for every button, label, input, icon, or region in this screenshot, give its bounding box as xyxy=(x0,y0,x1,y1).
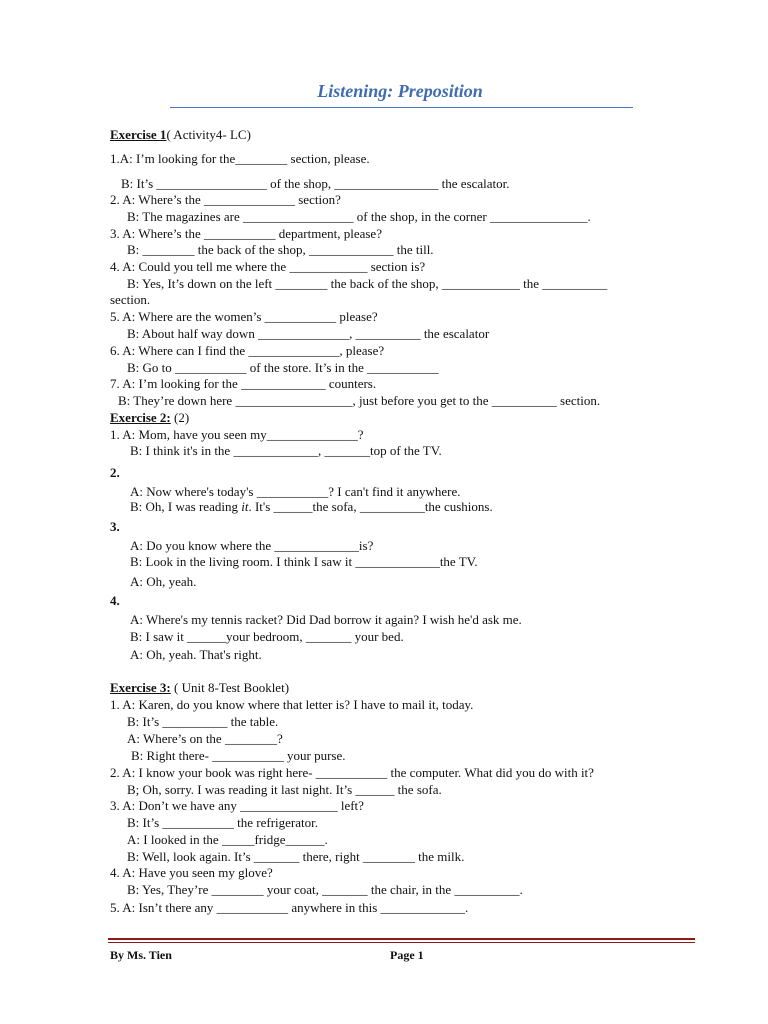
ex2-line: A: Do you know where the _____________is? xyxy=(130,538,374,553)
ex1-line: 3. A: Where’s the ___________ department, please? xyxy=(110,226,382,241)
ex2-number: 4. xyxy=(110,593,120,608)
ex3-line: B; Oh, sorry. I was reading it last night. It’s ______ the sofa. xyxy=(127,782,442,797)
ex2-line: B: I think it's in the _____________, _______top of the TV. xyxy=(130,443,442,458)
ex2-text: . It's ______the sofa, __________the cushions. xyxy=(248,499,493,514)
ex2-number: 3. xyxy=(110,519,120,534)
ex3-line: B: It’s ___________ the refrigerator. xyxy=(127,815,318,830)
footer-author: By Ms. Tien xyxy=(110,948,172,962)
ex3-line: B: Well, look again. It’s _______ there, right ________ the milk. xyxy=(127,849,465,864)
ex3-line: 2. A: I know your book was right here- ___________ the computer. What did you do with it? xyxy=(110,765,594,780)
ex3-line: A: I looked in the _____fridge______. xyxy=(127,832,328,847)
exercise-3-note: ( Unit 8-Test Booklet) xyxy=(170,680,290,695)
page-title: Listening: Preposition xyxy=(317,81,483,101)
exercise-2-note: (2) xyxy=(174,410,190,425)
footer-rule xyxy=(108,938,695,940)
ex1-line: 2. A: Where’s the ______________ section? xyxy=(110,192,341,207)
exercise-2-title: Exercise 2: xyxy=(110,410,171,425)
ex3-line: B: Yes, They’re ________ your coat, _______ the chair, in the __________. xyxy=(127,882,523,897)
ex1-line: B: About half way down ______________, __________ the escalator xyxy=(127,326,490,341)
ex2-line: 1. A: Mom, have you seen my______________? xyxy=(110,427,364,442)
exercise-1-note: ( Activity4- LC) xyxy=(166,127,251,142)
title-underline xyxy=(170,107,633,108)
exercise-2-heading xyxy=(110,410,189,425)
exercise-1-title: Exercise 1 xyxy=(110,127,167,142)
ex1-line: B: Go to ___________ of the store. It’s in the ___________ xyxy=(127,360,439,375)
ex3-line: 3. A: Don’t we have any _______________ left? xyxy=(110,798,364,813)
ex1-line: B: The magazines are _________________ of the shop, in the corner _______________. xyxy=(127,209,591,224)
ex1-line: 4. A: Could you tell me where the ____________ section is? xyxy=(110,259,426,274)
ex3-line: A: Where’s on the ________? xyxy=(127,731,283,746)
exercise-3-heading xyxy=(110,680,289,695)
ex3-line: B: Right there- ___________ your purse. xyxy=(131,748,346,763)
footer-rule xyxy=(108,942,695,943)
ex2-line: A: Oh, yeah. xyxy=(130,574,197,589)
ex2-line: B: Look in the living room. I think I saw it _____________the TV. xyxy=(130,554,478,569)
exercise-3-title: Exercise 3: xyxy=(110,680,171,695)
ex2-line xyxy=(130,499,493,514)
ex1-line: 1.A: I’m looking for the________ section, please. xyxy=(110,151,370,166)
ex3-line: B: It’s __________ the table. xyxy=(127,714,279,729)
ex2-text: B: Oh, I was reading xyxy=(130,499,242,514)
exercise-1-heading xyxy=(110,127,251,142)
ex3-line: 5. A: Isn’t there any ___________ anywhere in this _____________. xyxy=(110,900,469,915)
ex1-line: B: ________ the back of the shop, _____________ the till. xyxy=(127,242,434,257)
ex1-line: B: They’re down here __________________, just before you get to the __________ section. xyxy=(118,393,601,408)
ex1-line: 7. A: I’m looking for the _____________ counters. xyxy=(110,376,377,391)
ex1-line: 6. A: Where can I find the ______________, please? xyxy=(110,343,385,358)
ex1-line: section. xyxy=(110,292,151,307)
footer-page-number: Page 1 xyxy=(390,948,424,962)
ex2-line: A: Oh, yeah. That's right. xyxy=(130,647,262,662)
ex1-line: B: It’s _________________ of the shop, ________________ the escalator. xyxy=(121,176,510,191)
ex2-line: B: I saw it ______your bedroom, _______ your bed. xyxy=(130,629,404,644)
ex1-line: 5. A: Where are the women’s ___________ please? xyxy=(110,309,378,324)
ex2-number: 2. xyxy=(110,465,120,480)
ex3-line: 1. A: Karen, do you know where that letter is? I have to mail it, today. xyxy=(110,697,474,712)
ex2-line: A: Where's my tennis racket? Did Dad borrow it again? I wish he'd ask me. xyxy=(130,612,522,627)
ex3-line: 4. A: Have you seen my glove? xyxy=(110,865,273,880)
ex2-line: A: Now where's today's ___________? I can't find it anywhere. xyxy=(130,484,461,499)
ex2-emphasis: it xyxy=(241,499,249,514)
ex1-line: B: Yes, It’s down on the left ________ the back of the shop, ____________ the __________ xyxy=(127,276,608,291)
